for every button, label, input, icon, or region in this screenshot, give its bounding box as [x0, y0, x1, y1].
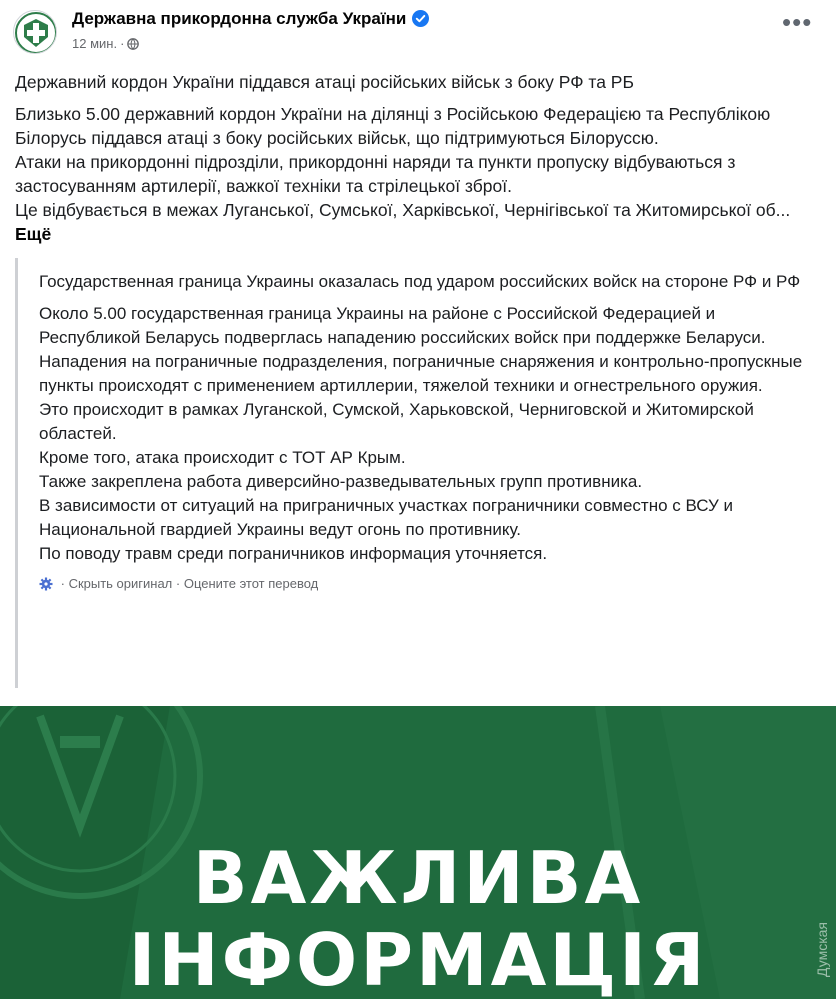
translate-gear-icon[interactable] [39, 577, 53, 591]
translation-headline: Государственная граница Украины оказалась под ударом российских войск на стороне РФ и РФ [39, 272, 801, 291]
rate-translation-link[interactable]: Оцените этот перевод [183, 576, 319, 591]
hide-original-link[interactable]: Скрыть оригинал [68, 576, 173, 591]
post-paragraph-text: Це відбувається в межах Луганської, Сумської, Харківської, Чернігівської та Житомирської об... [15, 200, 791, 220]
post-body [15, 70, 823, 246]
post-headline: Державний кордон України піддався атаці російських військ з боку РФ та РБ [15, 72, 634, 92]
see-more-link[interactable]: Ещё [15, 224, 52, 244]
translation-paragraph: В зависимости от ситуаций на приграничных участках пограничники совместно с ВСУ и Национальной гвардией Украины ведут огонь по противнику. [39, 496, 734, 539]
border-guard-emblem-icon [14, 11, 57, 54]
post-header [0, 0, 836, 62]
page-name[interactable] [72, 9, 429, 29]
translation-paragraph: Кроме того, атака происходит с ТОТ АР Крым. [39, 448, 406, 467]
banner-title-line1: ВАЖЛИВА [192, 836, 644, 920]
footer-separator: · [57, 576, 69, 591]
translation-paragraph: Нападения на пограничные подразделения, пограничные снаряжения и контрольно-пропускные пункты происходят с применением артиллерии, тяжелой техники и огнестрельного оружия. [39, 352, 803, 395]
more-options-button[interactable]: ••• [782, 7, 813, 37]
post-time[interactable]: 12 мин. [72, 36, 118, 51]
footer-separator: · [172, 576, 184, 591]
post-image-banner[interactable] [0, 706, 836, 999]
post-meta [72, 36, 139, 51]
banner-title-line2: ІНФОРМАЦІЯ [128, 918, 708, 999]
globe-icon[interactable] [127, 38, 139, 50]
post-paragraph: Атаки на прикордонні підрозділи, прикордонні наряди та пункти пропуску відбуваються з застосуванням артилерії, важкої техніки та стрілецької зброї. [15, 152, 736, 196]
translation-paragraph: Также закреплена работа диверсийно-разведывательных групп противника. [39, 472, 643, 491]
page-name-text[interactable]: Державна прикордонна служба України [72, 9, 407, 28]
post-paragraph: Близько 5.00 державний кордон України на ділянці з Російською Федерацією та Республікою Білорусь піддався атаці з боку російських військ, що підтримуються Білоруссю. [15, 104, 771, 148]
post-paragraph [15, 198, 823, 246]
page-avatar[interactable] [13, 10, 57, 54]
translation-paragraph: По поводу травм среди пограничников информация уточняется. [39, 544, 548, 563]
translation-block [15, 258, 823, 688]
verified-badge-icon [412, 10, 429, 27]
meta-separator: · [120, 36, 125, 51]
translation-paragraph: Около 5.00 государственная граница Украины на районе с Российской Федерацией и Республикой Беларусь подверглась нападению российских войск при поддержке Беларуси. [39, 304, 766, 347]
translation-paragraph: Это происходит в рамках Луганской, Сумской, Харьковской, Черниговской и Житомирской областей. [39, 400, 754, 443]
source-watermark: Думская [814, 921, 830, 977]
translation-footer [39, 576, 823, 591]
